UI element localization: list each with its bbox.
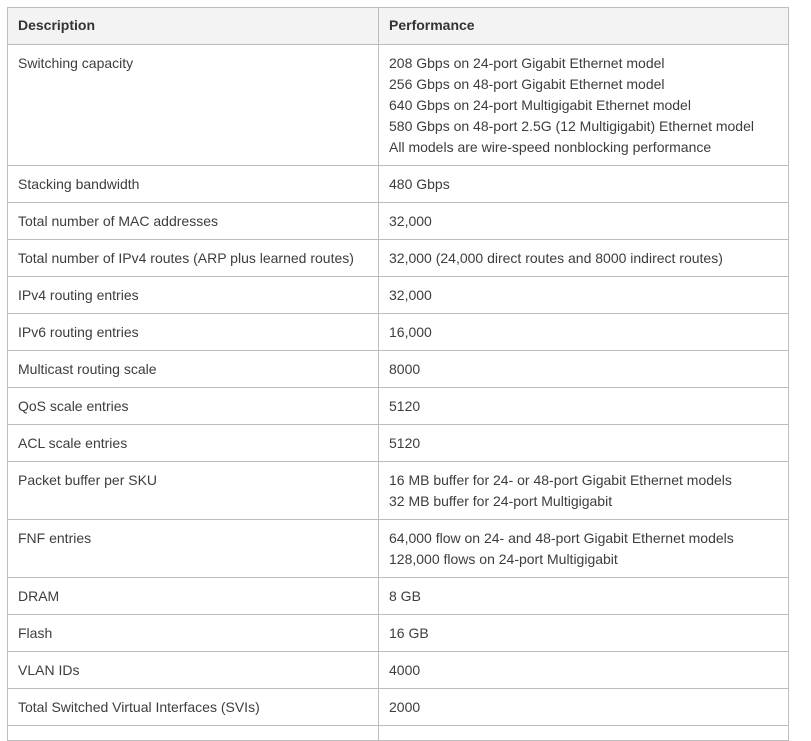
table-row xyxy=(8,388,789,425)
performance-line: 16,000 xyxy=(389,324,432,340)
performance-line: 208 Gbps on 24-port Gigabit Ethernet model xyxy=(389,55,665,71)
description-cell: DRAM xyxy=(8,578,379,615)
performance-line: 32,000 xyxy=(389,287,432,303)
description-cell: Total number of MAC addresses xyxy=(8,203,379,240)
description-cell: QoS scale entries xyxy=(8,388,379,425)
performance-line: 32,000 xyxy=(389,213,432,229)
performance-cell xyxy=(379,615,789,652)
description-cell: Packet buffer per SKU xyxy=(8,462,379,520)
table-row xyxy=(8,462,789,520)
performance-line: 256 Gbps on 48-port Gigabit Ethernet model xyxy=(389,76,665,92)
table-row xyxy=(8,425,789,462)
table-header-row xyxy=(8,8,789,45)
table-row xyxy=(8,520,789,578)
performance-cell xyxy=(379,425,789,462)
column-header-description: Description xyxy=(8,8,379,45)
performance-line: 8000 xyxy=(389,361,421,377)
table-row xyxy=(8,277,789,314)
performance-cell xyxy=(379,388,789,425)
performance-line: 640 Gbps on 24-port Multigigabit Ethernet model xyxy=(389,97,691,113)
description-cell: Total number of IPv4 routes (ARP plus learned routes) xyxy=(8,240,379,277)
table-row xyxy=(8,689,789,726)
performance-line: 32,000 (24,000 direct routes and 8000 indirect routes) xyxy=(389,250,723,266)
table-row xyxy=(8,351,789,388)
description-cell: FNF entries xyxy=(8,520,379,578)
description-cell: Total Switched Virtual Interfaces (SVIs) xyxy=(8,689,379,726)
description-cell: ACL scale entries xyxy=(8,425,379,462)
performance-line: 4000 xyxy=(389,662,421,678)
description-cell: VLAN IDs xyxy=(8,652,379,689)
performance-cell xyxy=(379,166,789,203)
performance-line: 5120 xyxy=(389,398,421,414)
performance-line: All models are wire-speed nonblocking performance xyxy=(389,139,712,155)
specifications-table xyxy=(7,7,789,741)
description-cell: Switching capacity xyxy=(8,45,379,166)
table-row xyxy=(8,166,789,203)
performance-line: 8 GB xyxy=(389,588,421,604)
performance-cell xyxy=(379,578,789,615)
performance-line: 16 MB buffer for 24- or 48-port Gigabit Ethernet models xyxy=(389,472,732,488)
performance-cell xyxy=(379,203,789,240)
table-row xyxy=(8,652,789,689)
performance-cell xyxy=(379,652,789,689)
performance-cell xyxy=(379,45,789,166)
performance-cell xyxy=(379,314,789,351)
performance-line: 5120 xyxy=(389,435,421,451)
table-row xyxy=(8,314,789,351)
performance-cell xyxy=(379,351,789,388)
performance-line: 480 Gbps xyxy=(389,176,450,192)
table-body xyxy=(8,45,789,741)
table-row xyxy=(8,615,789,652)
performance-line: 64,000 flow on 24- and 48-port Gigabit Ethernet models xyxy=(389,530,734,546)
performance-line: 580 Gbps on 48-port 2.5G (12 Multigigabit) Ethernet model xyxy=(389,118,754,134)
performance-cell xyxy=(379,520,789,578)
table-row xyxy=(8,240,789,277)
performance-cell xyxy=(379,689,789,726)
description-cell: IPv6 routing entries xyxy=(8,314,379,351)
performance-line: 2000 xyxy=(389,699,421,715)
table-row xyxy=(8,203,789,240)
performance-line: 32 MB buffer for 24-port Multigigabit xyxy=(389,493,613,509)
performance-cell xyxy=(379,240,789,277)
performance-cell xyxy=(379,462,789,520)
table-row xyxy=(8,45,789,166)
performance-cell xyxy=(379,277,789,314)
description-cell: Stacking bandwidth xyxy=(8,166,379,203)
description-cell: IPv4 routing entries xyxy=(8,277,379,314)
description-cell: Multicast routing scale xyxy=(8,351,379,388)
performance-line: 16 GB xyxy=(389,625,429,641)
description-cell: Flash xyxy=(8,615,379,652)
table-row xyxy=(8,578,789,615)
performance-line: 128,000 flows on 24-port Multigigabit xyxy=(389,551,618,567)
column-header-performance: Performance xyxy=(379,8,789,45)
